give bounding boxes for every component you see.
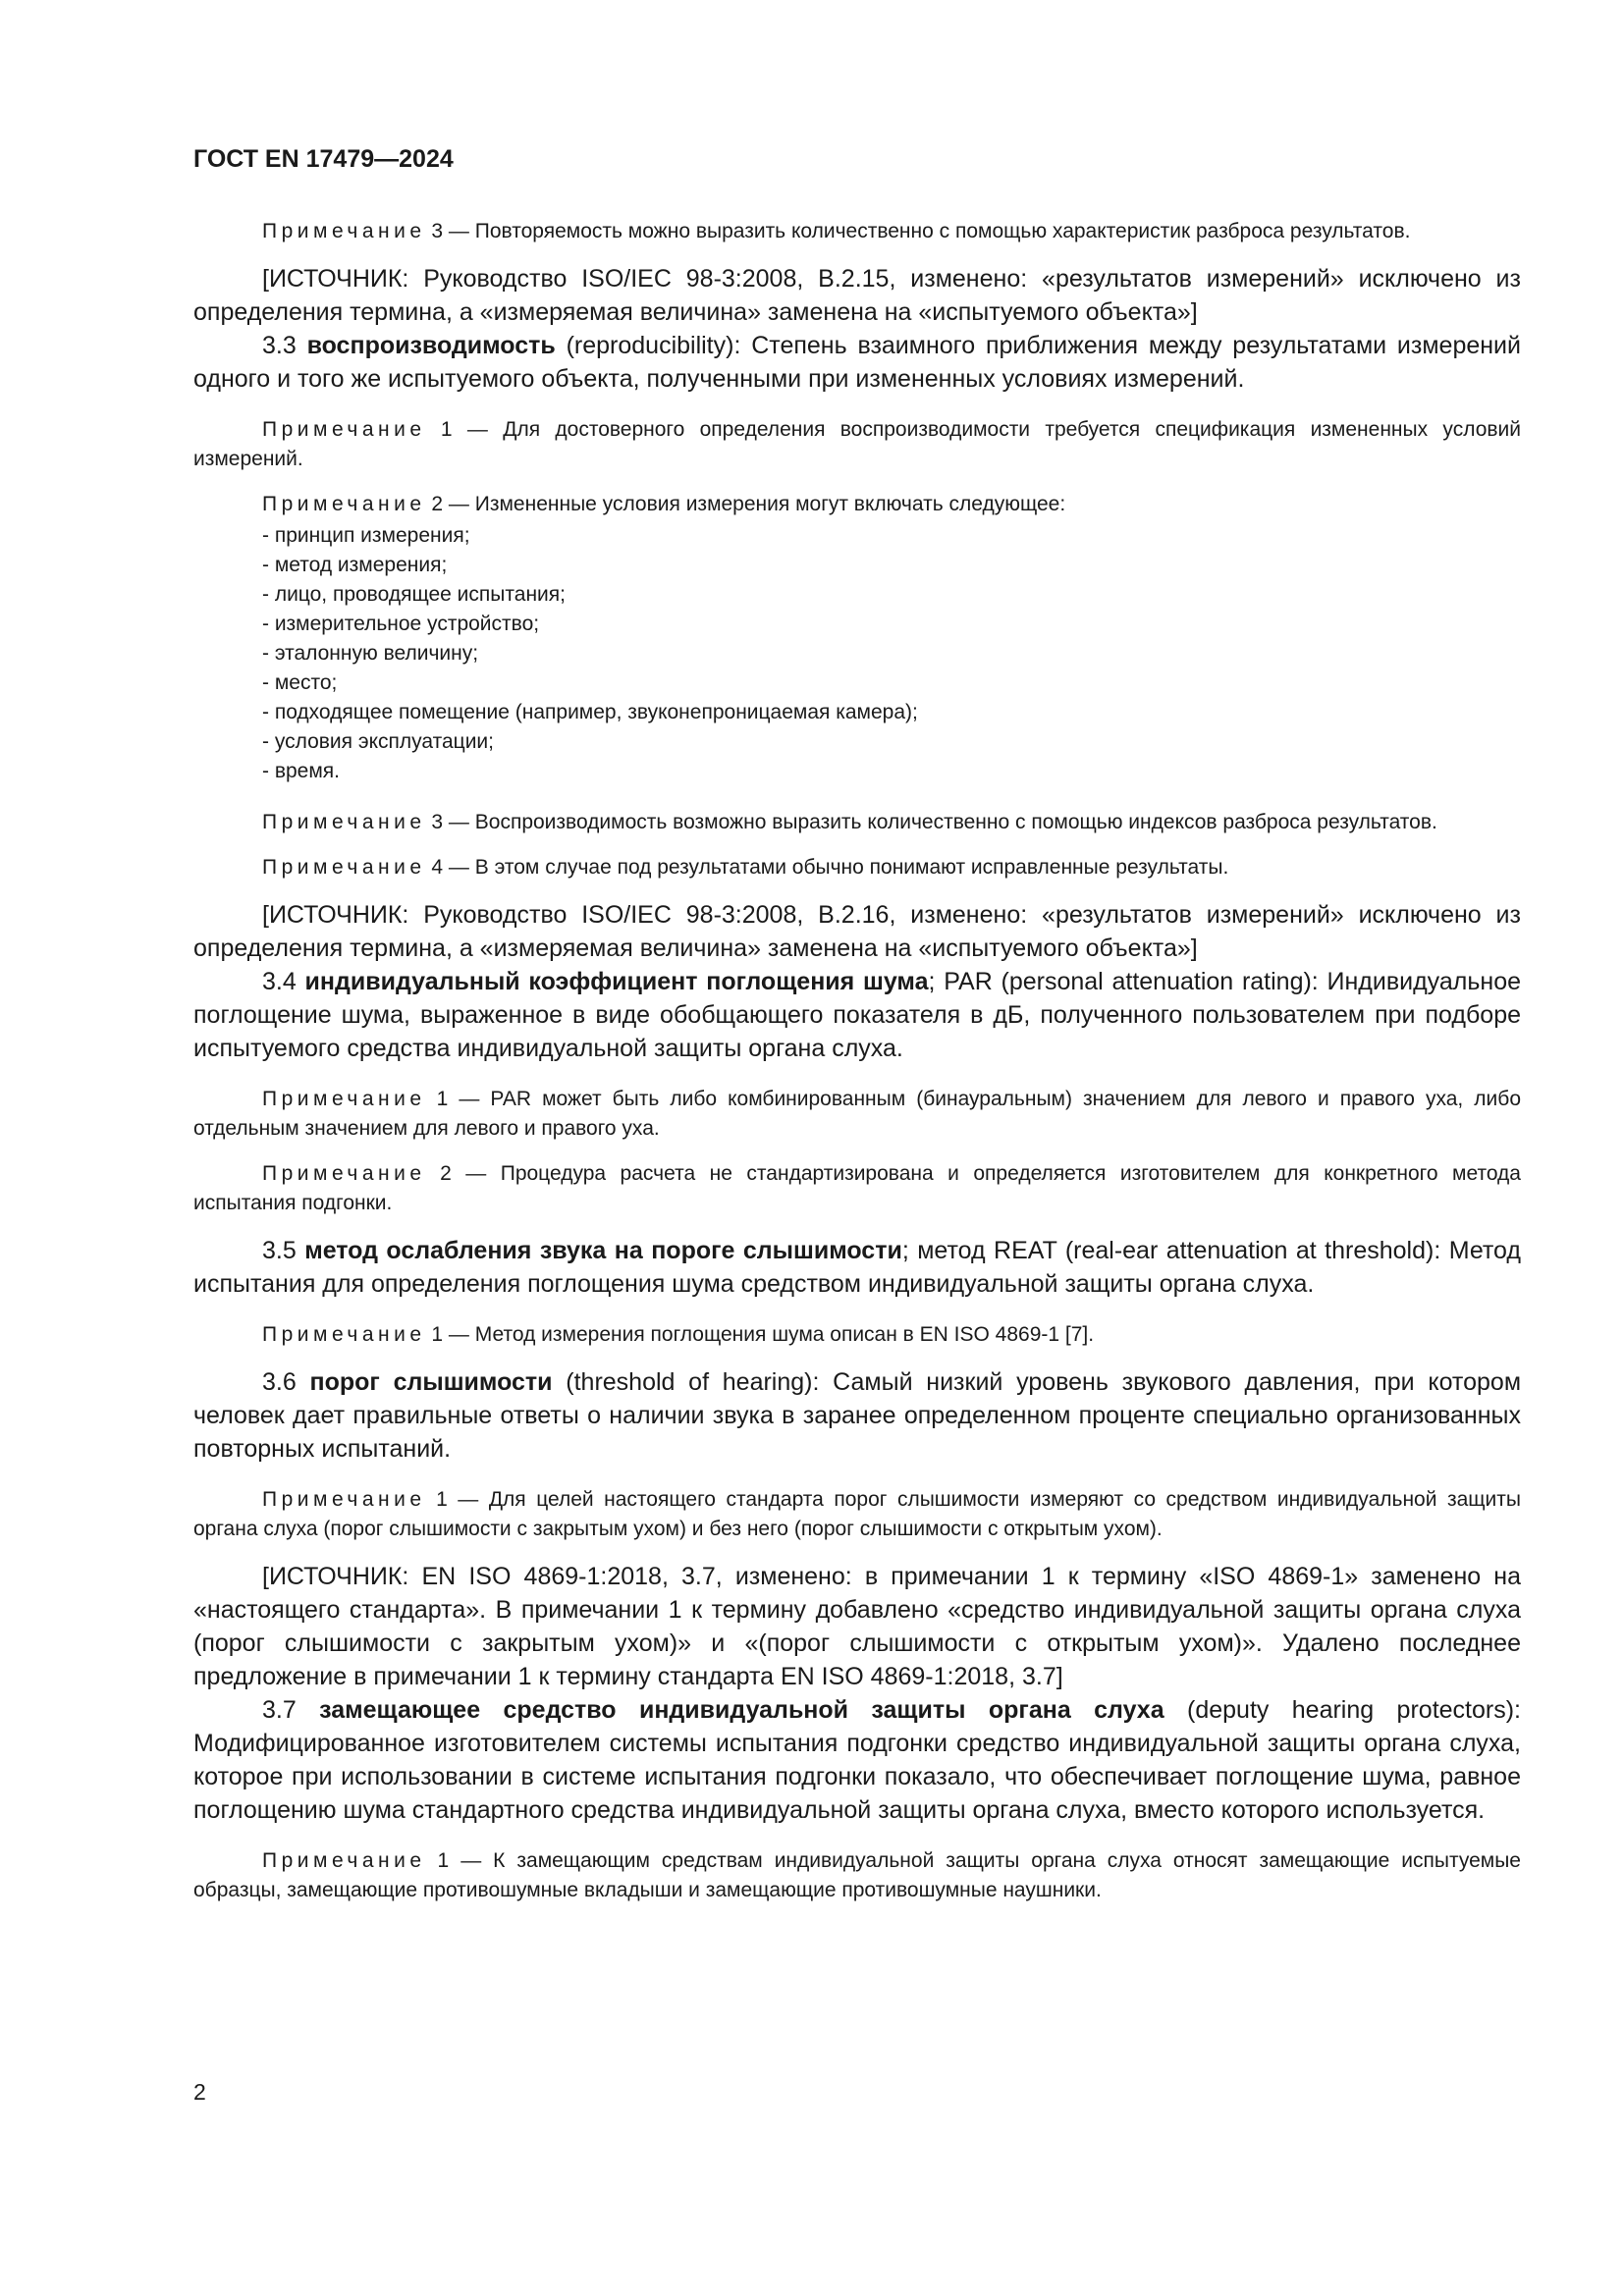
note-text: — В этом случае под результатами обычно понимают исправленные результаты. — [443, 856, 1229, 879]
term-definition: (reproducibility): Степень взаимного приближения между результатами измерений одного и того же испытуемого объекта, полученными при измененных условиях измерений. — [193, 332, 1521, 393]
note-label: Примечание — [262, 856, 426, 879]
source-paragraph: [ИСТОЧНИК: Руководство ISO/IEC 98-3:2008, В.2.15, изменено: «результатов измерений» исключено из определения термина, а «измеряемая величина» заменена на «испытуемого объекта»] — [193, 265, 1521, 326]
note-text: — Для достоверного определения воспроизводимости требуется спецификация измененных условий измерений. — [193, 418, 1521, 470]
note-threshold-1 — [193, 1485, 1521, 1544]
note-number: 1 — [436, 1088, 449, 1110]
list-item: - принцип измерения; — [262, 521, 1521, 551]
note-number: 3 — [431, 811, 444, 833]
list-item: - лицо, проводящее испытания; — [262, 580, 1521, 610]
note-text: — Измененные условия измерения могут включать следующее: — [443, 493, 1066, 515]
term-number: 3.7 — [262, 1696, 320, 1724]
note-number: 3 — [431, 220, 444, 242]
term-3-7 — [193, 1693, 1521, 1827]
term-name: воспроизводимость — [306, 332, 556, 359]
note-label: Примечание — [262, 220, 426, 242]
note-label: Примечание — [262, 811, 426, 833]
term-3-4 — [193, 965, 1521, 1065]
term-number: 3.4 — [262, 968, 305, 995]
note-number: 4 — [431, 856, 444, 879]
note-text: — Для целей настоящего стандарта порог слышимости измеряют со средством индивидуальной защиты органа слуха (порог слышимости с закрытым ухом) и без него (порог слышимости с открытым ухом). — [193, 1488, 1521, 1540]
note-reproducibility-1 — [193, 415, 1521, 474]
note-repeatability-3 — [193, 217, 1521, 246]
term-definition: (threshold of hearing): Самый низкий уровень звукового давления, при котором человек дает правильные ответы о наличии звука в заранее определенном проценте специально организованных повторных испытаний. — [193, 1368, 1522, 1463]
note-text: — К замещающим средствам индивидуальной защиты органа слуха относят замещающие испытуемые образцы, замещающие противошумные вкладыши и замещающие противошумные наушники. — [193, 1849, 1521, 1901]
note-label: Примечание — [262, 1488, 426, 1511]
list-item: - место; — [262, 668, 1521, 698]
note-label: Примечание — [262, 493, 426, 515]
term-name: метод ослабления звука на пороге слышимости — [304, 1237, 902, 1264]
note-text: — Метод измерения поглощения шума описан в EN ISO 4869-1 [7]. — [443, 1323, 1095, 1346]
term-3-6 — [193, 1365, 1521, 1466]
note-label: Примечание — [262, 1323, 426, 1346]
term-3-3 — [193, 329, 1521, 396]
page-number: 2 — [193, 2079, 206, 2105]
term-name: замещающее средство индивидуальной защиты органа слуха — [319, 1696, 1164, 1724]
note-label: Примечание — [262, 1849, 426, 1872]
list-item: - измерительное устройство; — [262, 610, 1521, 639]
source-paragraph: [ИСТОЧНИК: Руководство ISO/IEC 98-3:2008, В.2.16, изменено: «результатов измерений» исключено из определения термина, а «измеряемая величина» заменена на «испытуемого объекта»] — [193, 901, 1521, 962]
term-3-5 — [193, 1234, 1521, 1301]
note-par-1 — [193, 1085, 1521, 1144]
note-label: Примечание — [262, 418, 426, 441]
note-number: 1 — [431, 1323, 444, 1346]
list-item: - время. — [262, 757, 1521, 786]
note-text: — Воспроизводимость возможно выразить количественно с помощью индексов разброса результатов. — [443, 811, 1437, 833]
document-page — [193, 145, 1521, 1921]
note-reproducibility-4 — [193, 853, 1521, 882]
note-label: Примечание — [262, 1088, 426, 1110]
list-item: - условия эксплуатации; — [262, 727, 1521, 757]
note-number: 1 — [436, 1488, 448, 1511]
list-item: - метод измерения; — [262, 551, 1521, 580]
note-par-2 — [193, 1159, 1521, 1218]
note-text: — Повторяемость можно выразить количественно с помощью характеристик разброса результатов. — [443, 220, 1411, 242]
term-number: 3.5 — [262, 1237, 305, 1264]
list-item: - эталонную величину; — [262, 639, 1521, 668]
document-header: ГОСТ EN 17479—2024 — [193, 145, 454, 173]
note-reproducibility-3 — [193, 808, 1521, 837]
conditions-list — [262, 521, 1521, 786]
note-reat-1 — [193, 1320, 1521, 1350]
term-definition: (deputy hearing protectors): Модифицированное изготовителем системы испытания подгонки средство индивидуальной защиты органа слуха, которое при использовании в системе испытания подгонки показало, что обеспечивает поглощение шума, равное поглощению шума стандартного средства индивидуальной защиты органа слуха, вместо которого используется. — [193, 1696, 1521, 1824]
note-number: 2 — [440, 1162, 452, 1185]
term-number: 3.3 — [262, 332, 307, 359]
term-definition: ; метод REAT (real-ear attenuation at threshold): Метод испытания для определения поглощения шума средством индивидуальной защиты органа слуха. — [193, 1237, 1522, 1298]
term-definition: ; PAR (personal attenuation rating): Индивидуальное поглощение шума, выраженное в виде обобщающего показателя в дБ, полученного пользователем при подборе испытуемого средства индивидуальной защиты органа слуха. — [193, 968, 1522, 1062]
note-number: 1 — [437, 1849, 450, 1872]
term-name: порог слышимости — [309, 1368, 553, 1396]
note-deputy-1 — [193, 1846, 1521, 1905]
note-text: — PAR может быть либо комбинированным (бинауральным) значением для левого и правого уха, либо отдельным значением для левого и правого уха. — [193, 1088, 1521, 1140]
term-number: 3.6 — [262, 1368, 310, 1396]
note-label: Примечание — [262, 1162, 426, 1185]
note-number: 2 — [431, 493, 444, 515]
note-text: — Процедура расчета не стандартизирована и определяется изготовителем для конкретного метода испытания подгонки. — [193, 1162, 1521, 1214]
note-number: 1 — [440, 418, 453, 441]
note-reproducibility-2 — [193, 490, 1521, 519]
term-name: индивидуальный коэффициент поглощения шума — [304, 968, 929, 995]
list-item: - подходящее помещение (например, звуконепроницаемая камера); — [262, 698, 1521, 727]
source-paragraph: [ИСТОЧНИК: EN ISO 4869-1:2018, 3.7, изменено: в примечании 1 к термину «ISO 4869-1» заменено на «настоящего стандарта». В примечании 1 к термину добавлено «средство индивидуальной защиты органа слуха (порог слышимости с закрытым ухом)» и «(порог слышимости с открытым ухом)». Удалено последнее предложение в примечании 1 к термину стандарта EN ISO 4869-1:2018, 3.7] — [193, 1563, 1521, 1690]
